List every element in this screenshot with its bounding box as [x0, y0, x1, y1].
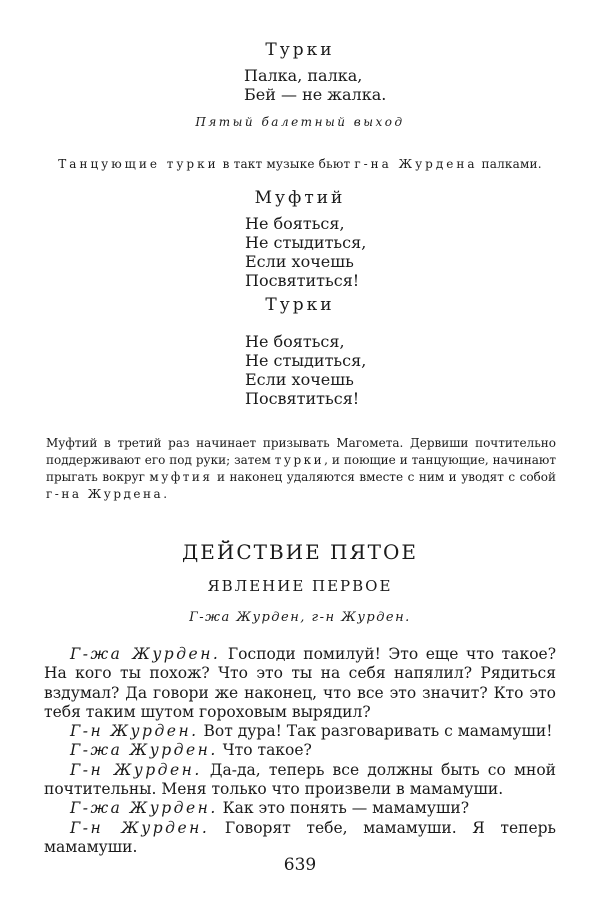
- speech: Вот дура! Так разговаривать с мамамуши!: [198, 722, 553, 741]
- cast-list: Г-жа Журден, г-н Журден.: [189, 610, 411, 625]
- stage-text: .: [163, 487, 168, 501]
- stage-text-end: палками.: [477, 157, 542, 171]
- verse-line: Бей — не жалка.: [244, 85, 387, 104]
- verse-line: Если хочешь: [245, 252, 354, 271]
- speaker-name: Г-н Журден.: [70, 760, 202, 779]
- stage-text: в такт музыке бьют: [218, 157, 355, 171]
- dialogue-line: [44, 819, 556, 858]
- stage-text: , и поющие и танцующие, начинают прыгать вокруг: [46, 453, 556, 484]
- verse-turki-2: [245, 332, 366, 408]
- act-title: ДЕЙСТВИЕ ПЯТОЕ: [182, 540, 418, 564]
- dialogue: [44, 645, 556, 857]
- verse-line: Не бояться,: [245, 214, 345, 233]
- speech: Господи помилуй! Это еще что такое? На кого ты похож? Что это ты на себя напялил? Рядиться вздумал? Да говори же наконец, что все это значит? Кто это тебя таким шутом гороховым вырядил?: [44, 645, 557, 721]
- stage-gna: г-на Журдена: [46, 487, 164, 501]
- stage-text: Муфтий в третий раз начинает призывать Магомета. Дервиши почтительно поддерживают его под руки; затем: [46, 436, 556, 467]
- speaker-name: Г-жа Журден.: [70, 741, 218, 760]
- speech: Да-да, теперь все должны быть со мной почтительны. Меня только что произвели в мамамуши.: [44, 760, 556, 799]
- dialogue-line: [44, 761, 556, 800]
- speaker-turki-1: Турки: [265, 40, 335, 60]
- stage-direction-1: [0, 157, 600, 171]
- verse-line: Не бояться,: [245, 332, 345, 351]
- verse-line: Посвятиться!: [245, 389, 360, 408]
- dialogue-line: [44, 741, 556, 760]
- stage-turki: турки: [274, 453, 325, 467]
- dialogue-line: [44, 722, 556, 741]
- speaker-name: Г-н Журден.: [70, 722, 199, 741]
- stage-muftiya: муфтия: [149, 470, 213, 484]
- dialogue-line: [44, 799, 556, 818]
- stage-direction-2: [46, 435, 556, 503]
- speaker-name: Г-жа Журден.: [70, 799, 218, 818]
- stage-text: и наконец удаляются вместе с ним и уводят с собой: [212, 470, 557, 484]
- verse-line: Если хочешь: [245, 370, 354, 389]
- stage-actors: Танцующие турки: [58, 157, 219, 171]
- verse-line: Палка, палка,: [244, 66, 363, 85]
- page-number: 639: [283, 855, 317, 875]
- speaker-name: Г-н Журден.: [70, 818, 210, 837]
- scene-title: ЯВЛЕНИЕ ПЕРВОЕ: [207, 577, 393, 595]
- speech: Как это понять — мамамуши?: [217, 799, 470, 818]
- verse-line: Посвятиться!: [245, 271, 360, 290]
- verse-mufti: [245, 214, 366, 290]
- dialogue-line: [44, 645, 556, 722]
- stage-person: г-на Журдена: [354, 157, 478, 171]
- verse-line: Не стыдиться,: [245, 233, 367, 252]
- speaker-name: Г-жа Журден.: [70, 645, 221, 663]
- ballet-heading: Пятый балетный выход: [195, 115, 405, 129]
- speaker-turki-2: Турки: [265, 295, 335, 315]
- speaker-mufti: Муфтий: [254, 188, 346, 208]
- speech: Что такое?: [217, 741, 312, 760]
- verse-line: Не стыдиться,: [245, 351, 367, 370]
- verse-turki-1: [244, 66, 386, 104]
- speech: Говорят тебе, мамамуши. Я теперь мамамуши.: [44, 818, 556, 856]
